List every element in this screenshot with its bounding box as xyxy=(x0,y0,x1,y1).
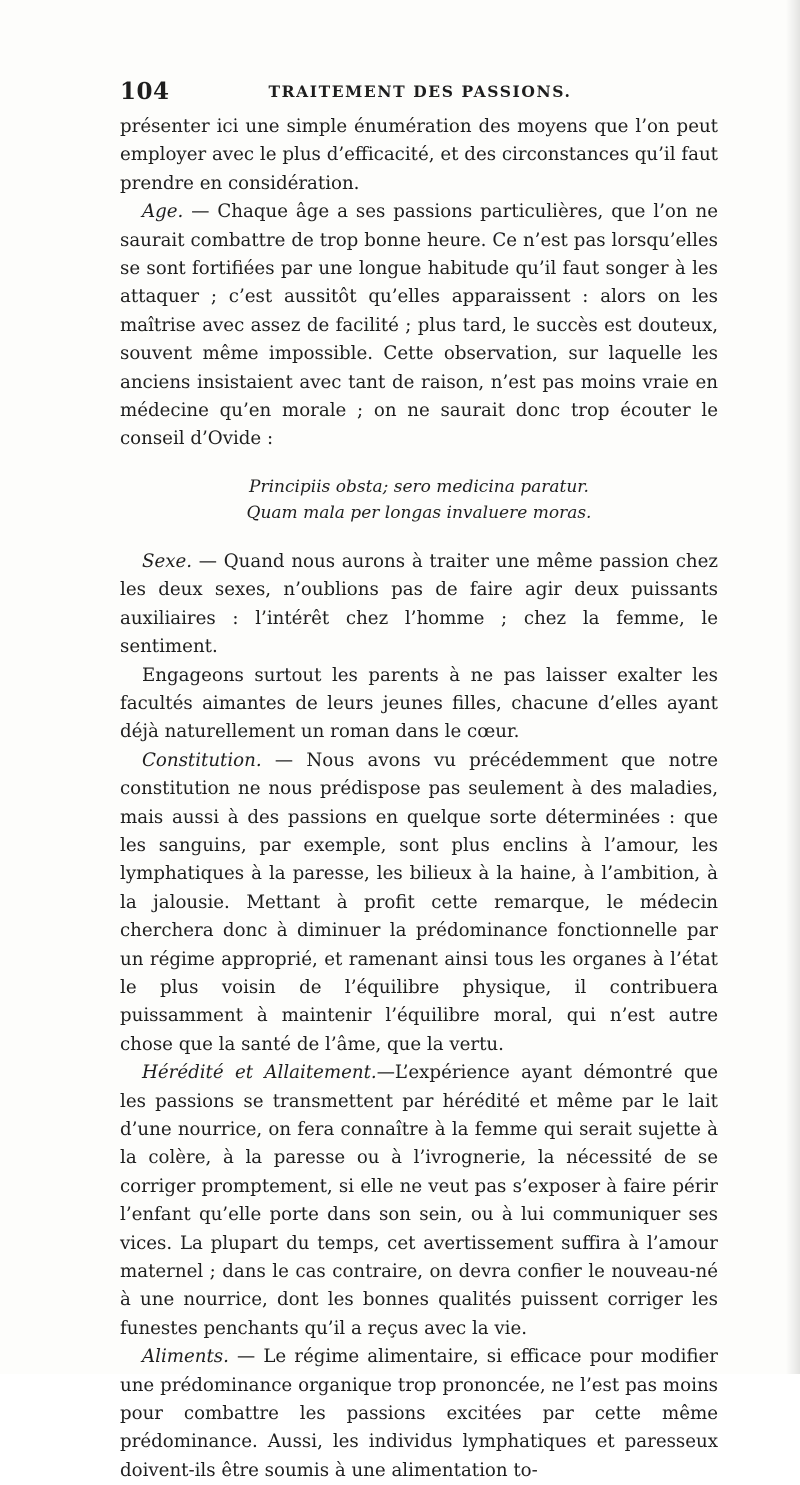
latin-quote xyxy=(120,474,718,526)
page-header xyxy=(120,78,720,108)
paragraph-constitution-text: — Nous avons vu précédemment que notre constitution ne nous prédispose pas seulement à des maladies, mais aussi à des passions en quelque sorte déterminées : que les sanguins, par exemple, sont plus enclins à l’amour, les lymphatiques à la paresse, les bilieux à la haine, à l’ambition, à la jalousie. Mettant à profit cette remarque, le médecin cherchera donc à diminuer la prédominance fonctionnelle par un régime approprié, et ramenant ainsi tous les organes à l’état le plus voisin de l’équilibre physique, il contribuera puissamment à maintenir l’équilibre moral, qui n’est autre chose que la santé de l’âme, que la vertu. xyxy=(120,749,718,1055)
paragraph-age-text: — Chaque âge a ses passions particulières, que l’on ne saurait combattre de trop bonne heure. Ce n’est pas lorsqu’elles se sont fortifiées par une longue habitude qu’il faut songer à les attaquer ; c’est aussitôt qu’elles apparaissent : alors on les maîtrise avec assez de facilité ; plus tard, le succès est douteux, souvent même impossible. Cette observation, sur laquelle les anciens insistaient avec tant de raison, n’est pas moins vraie en médecine qu’en morale ; on ne saurait donc trop écouter le conseil d’Ovide : xyxy=(120,201,718,450)
quote-line: Principiis obsta; sero medicina paratur. xyxy=(249,476,589,497)
paragraph-age xyxy=(120,198,718,454)
paragraph-intro: présenter ici une simple énumération des moyens que l’on peut employer avec le plus d’efficacité, et des circonstances qu’il faut prendre en considération. xyxy=(120,116,718,194)
section-lead-age: Age. xyxy=(142,201,184,223)
paragraph-heredite-text: —L’expérience ayant démontré que les passions se transmettent par hérédité et même par le lait d’une nourrice, on fera connaître à la femme qui serait sujette à la colère, à la paresse ou à l’ivrognerie, la nécessité de se corriger promptement, si elle ne veut pas s’exposer à faire périr l’enfant qu’elle porte dans son sein, ou à lui communiquer ses vices. La plupart du temps, cet avertissement suffira à l’amour maternel ; dans le cas contraire, on devra confier le nouveau-né à une nourrice, dont les bonnes qualités puissent corriger les funestes penchants qu’il a reçus avec la vie. xyxy=(120,1062,719,1339)
paragraph-aliments-text: — Le régime alimentaire, si efficace pour modifier une prédominance organique trop prononcée, ne l’est pas moins pour combattre les passions excitées par cette même prédominance. Aussi, les individus lymphatiques et paresseux doivent-ils être soumis à une alimentation to- xyxy=(120,1346,718,1481)
quote-line: Quam mala per longas invaluere moras. xyxy=(246,502,592,523)
section-lead-heredite: Hérédité et Allaitement. xyxy=(142,1062,377,1084)
running-head: TRAITEMENT DES PASSIONS. xyxy=(268,82,572,101)
page-edge-shadow xyxy=(786,0,800,1374)
page-number: 104 xyxy=(120,78,170,105)
section-lead-constitution: Constitution. xyxy=(142,749,262,771)
paragraph-sexe-text: — Quand nous aurons à traiter une même passion chez les deux sexes, n’oublions pas de faire agir deux puissants auxiliaires : l’intérêt chez l’homme ; chez la femme, le sentiment. xyxy=(120,550,718,658)
paragraph-aliments xyxy=(120,1343,718,1485)
paragraph-sexe xyxy=(120,548,718,662)
paragraph-constitution xyxy=(120,747,718,1059)
body-text xyxy=(120,113,718,1485)
section-lead-sexe: Sexe. xyxy=(142,550,193,572)
section-lead-aliments: Aliments. xyxy=(142,1346,229,1368)
paragraph-heredite xyxy=(120,1059,718,1343)
paragraph-engageons: Engageons surtout les parents à ne pas laisser exalter les facultés aimantes de leurs jeunes filles, chacune d’elles ayant déjà naturellement un roman dans le cœur. xyxy=(120,664,718,743)
